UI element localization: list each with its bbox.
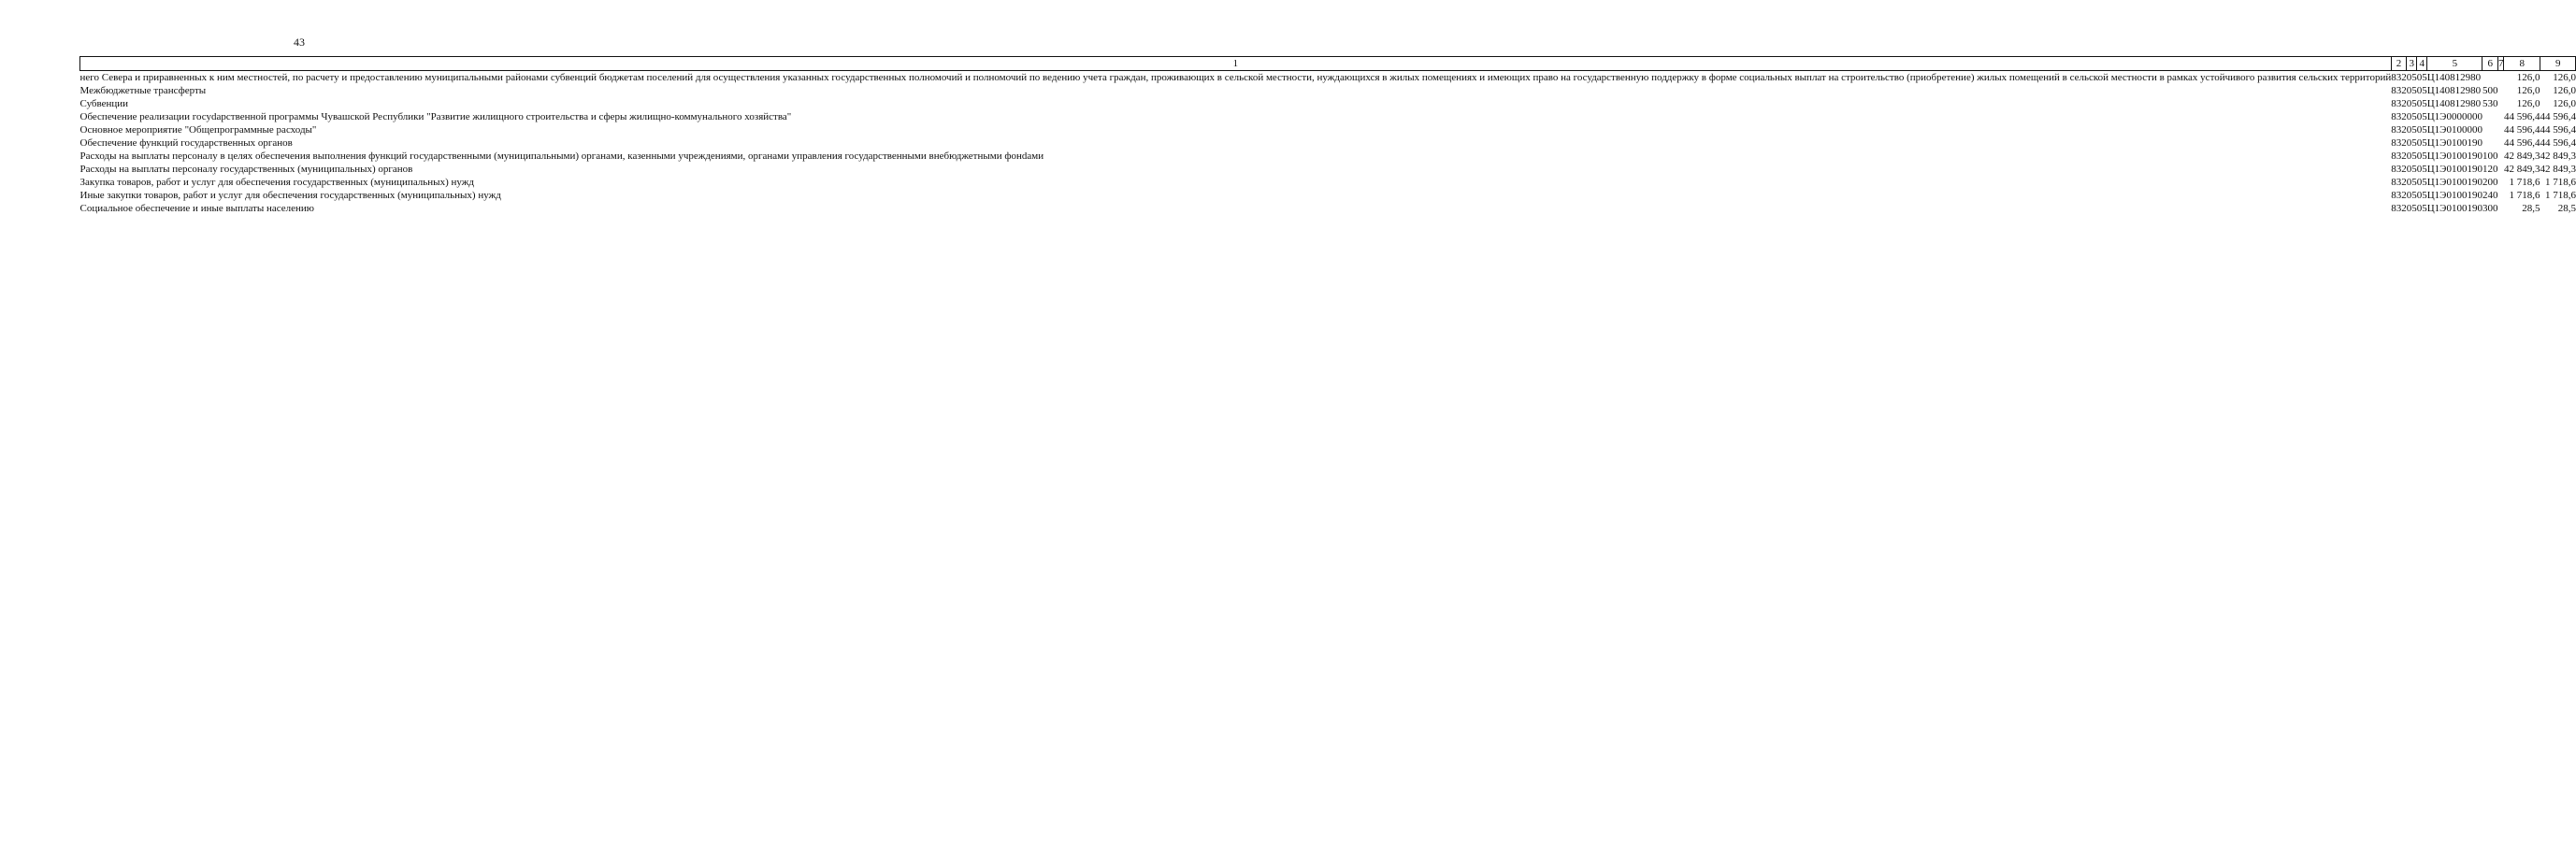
row-target-article: Ц1Э0100190 <box>2426 190 2482 201</box>
row-expense-type: 240 <box>2482 190 2498 201</box>
row-subsection-code: 05 <box>2416 203 2427 214</box>
row-expense-type <box>2482 71 2498 85</box>
row-name: него Севера и приравненных к ним местностей, по расчету и предоставлению муниципальными районами субвенций бюджетам поселений для осуществления указанных государственных полномочий и полномочий по ведению учета граждан, проживающих в сельской местности, нуждающихся в жилых помещениях и имеющих право на государственную поддержку в форме социальных выплат на строительство (приобретение) жилых помещений в сельской местности в рамках устойчивого развития сельских территорий <box>79 72 2392 83</box>
row-section-code: 05 <box>2406 151 2417 162</box>
row-subsection-code: 05 <box>2416 164 2427 175</box>
row-target-article: Ц140812980 <box>2426 85 2482 96</box>
row-ministry-code: 832 <box>2391 164 2407 175</box>
row-ministry-code: 832 <box>2391 203 2407 214</box>
row-ministry-code: 832 <box>2391 85 2407 96</box>
row-section-code: 05 <box>2406 164 2417 175</box>
row-ministry-code: 832 <box>2391 190 2407 201</box>
table-row <box>80 163 2576 176</box>
header-col-2: 2 <box>2391 57 2407 71</box>
row-amount-1: 126,0 <box>2516 72 2540 83</box>
row-expense-type: 200 <box>2482 177 2498 188</box>
header-col-5: 5 <box>2427 57 2482 71</box>
row-amount-1: 1 718,6 <box>2509 190 2540 201</box>
header-col-9: 9 <box>2540 57 2576 71</box>
row-subsection-code: 05 <box>2416 137 2427 149</box>
page-number: 43 <box>294 36 305 49</box>
row-name: Межбюджетные трансферты <box>79 85 207 96</box>
row-amount-1: 126,0 <box>2516 98 2540 109</box>
row-ministry-code: 832 <box>2391 151 2407 162</box>
table-row <box>80 150 2576 163</box>
row-amount-2: 126,0 <box>2553 98 2576 109</box>
row-expense-type <box>2482 110 2498 123</box>
row-ministry-code: 832 <box>2391 124 2407 136</box>
row-ministry-code: 832 <box>2391 137 2407 149</box>
row-name: Социальное обеспечение и иные выплаты населению <box>79 203 315 214</box>
row-expense-type: 120 <box>2482 164 2498 175</box>
row-subsection-code: 05 <box>2416 177 2427 188</box>
row-subsection-code: 05 <box>2416 85 2427 96</box>
row-section-code: 05 <box>2406 190 2417 201</box>
row-expense-type <box>2482 123 2498 136</box>
row-amount-2: 1 718,6 <box>2544 190 2576 201</box>
row-name: Иные закупки товаров, работ и услуг для обеспечения государственных (муниципальных) нужд <box>79 190 501 201</box>
row-amount-1: 126,0 <box>2516 85 2540 96</box>
row-subsection-code: 05 <box>2416 124 2427 136</box>
row-section-code: 05 <box>2406 203 2417 214</box>
row-amount-1: 1 718,6 <box>2509 177 2540 188</box>
table-row <box>80 110 2576 123</box>
row-target-article: Ц1Э0100000 <box>2426 124 2482 136</box>
row-name: Основное мероприятие "Общепрограммные расходы" <box>79 124 317 136</box>
row-subsection-code: 05 <box>2416 98 2427 109</box>
table-row <box>80 189 2576 202</box>
header-row <box>80 57 2576 71</box>
row-expense-type: 100 <box>2482 151 2498 162</box>
row-expense-type <box>2482 136 2498 150</box>
table-row <box>80 123 2576 136</box>
row-subsection-code: 05 <box>2416 151 2427 162</box>
row-name: Расходы на выплаты персоналу в целях обеспечения выполнения функций государственными (муниципальными) органами, казенными учреждениями, органами управления государственными внебюджетными фонdами <box>79 151 1044 162</box>
budget-table <box>79 56 2576 215</box>
row-amount-2: 1 718,6 <box>2544 177 2576 188</box>
row-section-code: 05 <box>2406 98 2417 109</box>
row-name: Субвенции <box>79 98 129 109</box>
row-ministry-code: 832 <box>2391 98 2407 109</box>
row-target-article: Ц1Э0100190 <box>2426 164 2482 175</box>
row-amount-2: 44 596,4 <box>2540 124 2576 136</box>
row-amount-1: 44 596,4 <box>2503 111 2540 122</box>
row-section-code: 05 <box>2406 72 2417 83</box>
row-target-article: Ц1Э0100190 <box>2426 177 2482 188</box>
row-section-code: 05 <box>2406 124 2417 136</box>
row-amount-1: 28,5 <box>2522 203 2540 214</box>
row-section-code: 05 <box>2406 177 2417 188</box>
row-target-article: Ц1Э0100190 <box>2426 137 2482 149</box>
row-name: Расходы на выплаты персоналу государственных (муниципальных) органов <box>79 164 413 175</box>
table-row <box>80 97 2576 110</box>
row-target-article: Ц1Э0100190 <box>2426 151 2482 162</box>
row-ministry-code: 832 <box>2391 177 2407 188</box>
header-col-6: 6 <box>2482 57 2498 71</box>
row-section-code: 05 <box>2406 137 2417 149</box>
row-subsection-code: 05 <box>2416 190 2427 201</box>
row-amount-2: 126,0 <box>2553 85 2576 96</box>
row-amount-2: 44 596,4 <box>2540 137 2576 149</box>
row-amount-1: 42 849,3 <box>2503 151 2540 162</box>
row-amount-1: 42 849,3 <box>2503 164 2540 175</box>
row-amount-2: 42 849,3 <box>2540 151 2576 162</box>
table-row <box>80 84 2576 97</box>
row-target-article: Ц1Э0100190 <box>2426 203 2482 214</box>
header-col-7: 7 <box>2497 57 2504 69</box>
row-target-article: Ц140812980 <box>2426 98 2482 109</box>
row-expense-type: 300 <box>2482 203 2498 214</box>
row-amount-1: 44 596,4 <box>2503 137 2540 149</box>
table-row <box>80 202 2576 215</box>
table-row <box>80 71 2576 85</box>
row-amount-1: 44 596,4 <box>2503 124 2540 136</box>
row-amount-2: 126,0 <box>2553 72 2576 83</box>
row-ministry-code: 832 <box>2391 111 2407 122</box>
header-col-4: 4 <box>2417 57 2427 71</box>
row-amount-2: 44 596,4 <box>2540 111 2576 122</box>
row-expense-type: 500 <box>2482 85 2498 96</box>
row-section-code: 05 <box>2406 111 2417 122</box>
header-col-1: 1 <box>80 57 2392 71</box>
row-target-article: Ц140812980 <box>2426 72 2482 83</box>
row-amount-2: 42 849,3 <box>2540 164 2576 175</box>
row-target-article: Ц1Э0000000 <box>2426 111 2482 122</box>
row-subsection-code: 05 <box>2416 72 2427 83</box>
table-row <box>80 136 2576 150</box>
table-row <box>80 176 2576 189</box>
row-ministry-code: 832 <box>2391 72 2407 83</box>
row-subsection-code: 05 <box>2416 111 2427 122</box>
row-name: Закупка товаров, работ и услуг для обеспечения государственных (муниципальных) нужд <box>79 177 474 188</box>
row-amount-2: 28,5 <box>2557 203 2576 214</box>
header-col-8: 8 <box>2504 57 2540 71</box>
row-name: Обеспечение функций государственных органов <box>79 137 293 149</box>
header-col-3: 3 <box>2407 57 2417 71</box>
row-expense-type: 530 <box>2482 98 2498 109</box>
row-name: Обеспечение реализации госуdарственной программы Чувашской Республики "Развитие жилищного строительства и сферы жилищно-коммунального хозяйства" <box>79 111 792 122</box>
row-section-code: 05 <box>2406 85 2417 96</box>
